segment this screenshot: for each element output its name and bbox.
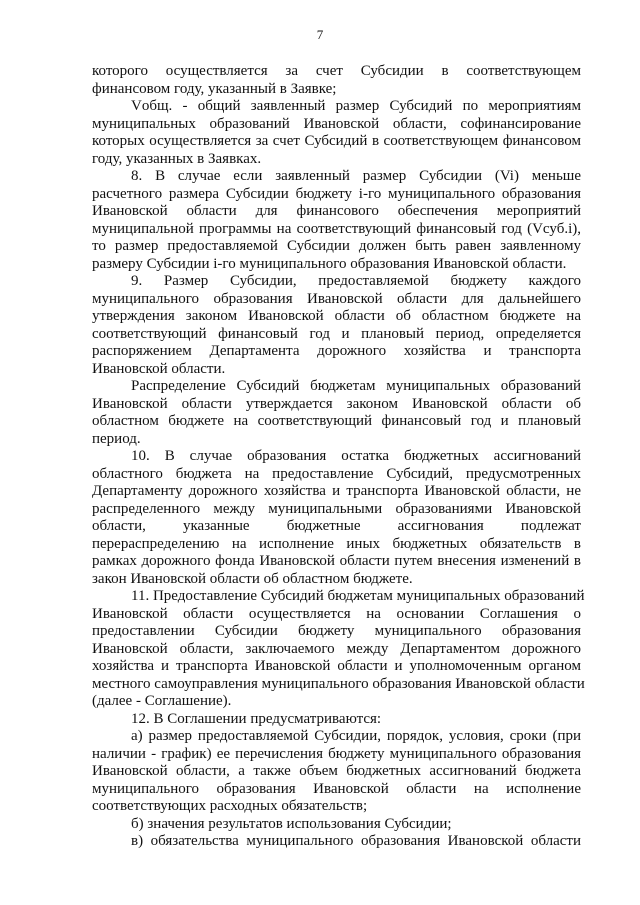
text-line: местного самоуправления муниципального образования Ивановской области bbox=[92, 675, 585, 692]
text-line: то размер предоставляемой Субсидии должен быть равен заявленному bbox=[92, 238, 581, 254]
text-line: Распределение Субсидий бюджетам муниципальных образований bbox=[131, 378, 581, 394]
text-line: которого осуществляется за счет Субсидии в соответствующем bbox=[92, 63, 581, 79]
text-line: муниципального образования Ивановской области на исполнение bbox=[92, 780, 581, 797]
text-line: предоставлении Субсидии бюджету муниципального образования bbox=[92, 623, 581, 639]
text-line: области, указанные бюджетные ассигнования подлежат bbox=[92, 518, 581, 534]
text-line: распоряжением Департамента дорожного хозяйства и транспорта bbox=[92, 343, 581, 359]
text-line: рамках дорожного фонда Ивановской области путем внесения изменений в bbox=[92, 553, 581, 569]
text-line: 11. Предоставление Субсидий бюджетам муниципальных образований bbox=[131, 588, 585, 604]
text-line: (далее - Соглашение). bbox=[92, 693, 232, 709]
text-line: соответствующих расходных обязательств; bbox=[92, 798, 368, 814]
text-line: период. bbox=[92, 430, 141, 447]
text-line: финансовом году, указанный в Заявке; bbox=[92, 80, 337, 97]
text-line: Vобщ. - общий заявленный размер Субсидий по мероприятиям bbox=[131, 98, 581, 114]
paragraph bbox=[92, 378, 581, 448]
text-line: распределенного между муниципальными образованиями Ивановской bbox=[92, 500, 581, 517]
text-line: Ивановской области, заключаемого между Департаментом дорожного bbox=[92, 640, 581, 657]
text-line: расчетного размера Субсидии бюджету i-го муниципального образования bbox=[92, 185, 581, 202]
text-line: 9. Размер Субсидии, предоставляемой бюджету каждого bbox=[131, 273, 581, 289]
text-line: хозяйства и транспорта Ивановской области и уполномоченным органом bbox=[92, 658, 581, 674]
text-line: областного бюджета на предоставление Субсидий, предусмотренных bbox=[92, 465, 581, 482]
text-line: Ивановской области. bbox=[92, 360, 226, 377]
paragraph bbox=[92, 98, 581, 168]
paragraph bbox=[92, 833, 581, 851]
text-line: областном бюджете на соответствующий финансовый год и плановый bbox=[92, 413, 581, 429]
text-line: Департаменту дорожного хозяйства и транспорта Ивановской области, не bbox=[92, 483, 581, 499]
paragraph bbox=[92, 448, 581, 588]
text-line: муниципального образования Ивановской области для дальнейшего bbox=[92, 290, 581, 307]
text-line: а) размер предоставляемой Субсидии, порядок, условия, сроки (при bbox=[131, 728, 581, 744]
text-line: муниципальной программы на соответствующий финансовый год (Vсуб.i), bbox=[92, 220, 581, 237]
text-line: б) значения результатов использования Субсидии; bbox=[131, 815, 452, 832]
paragraph bbox=[92, 816, 581, 834]
text-line: 12. В Соглашении предусматриваются: bbox=[131, 710, 382, 727]
document-body bbox=[92, 63, 585, 851]
text-line: перераспределению на исполнение иных бюджетных обязательств в bbox=[92, 535, 581, 552]
text-line: муниципальных образований Ивановской области, софинансирование bbox=[92, 115, 581, 132]
text-line: Ивановской области для финансового обеспечения мероприятий bbox=[92, 203, 581, 219]
text-line: размеру Субсидии i-го муниципального образования Ивановской области. bbox=[92, 255, 567, 272]
page-number: 7 bbox=[316, 27, 324, 42]
text-line: в) обязательства муниципального образования Ивановской области bbox=[131, 833, 581, 849]
paragraph bbox=[92, 273, 581, 378]
paragraph bbox=[92, 711, 581, 729]
paragraph bbox=[92, 728, 581, 816]
text-line: Ивановской области осуществляется на основании Соглашения о bbox=[92, 605, 581, 622]
text-line: Ивановской области утверждается законом Ивановской области об bbox=[92, 395, 581, 412]
text-line: закон Ивановской области об областном бюджете. bbox=[92, 570, 413, 587]
text-line: которых осуществляется за счет Субсидий в соответствующем финансовом bbox=[92, 133, 581, 149]
paragraph bbox=[92, 63, 581, 98]
text-line: наличии - график) ее перечисления бюджету муниципального образования bbox=[92, 745, 581, 762]
text-line: году, указанных в Заявках. bbox=[92, 150, 262, 167]
paragraph bbox=[92, 588, 585, 711]
text-line: 8. В случае если заявленный размер Субсидии (Vi) меньше bbox=[131, 168, 581, 184]
text-line: соответствующий финансовый год и плановый период, определяется bbox=[92, 325, 581, 342]
paragraph bbox=[92, 168, 581, 273]
text-line: утверждения законом Ивановской области об областном бюджете на bbox=[92, 308, 581, 324]
text-line: Ивановской области, а также объем бюджетных ассигнований бюджета bbox=[92, 763, 581, 779]
text-line: 10. В случае образования остатка бюджетных ассигнований bbox=[131, 448, 581, 464]
